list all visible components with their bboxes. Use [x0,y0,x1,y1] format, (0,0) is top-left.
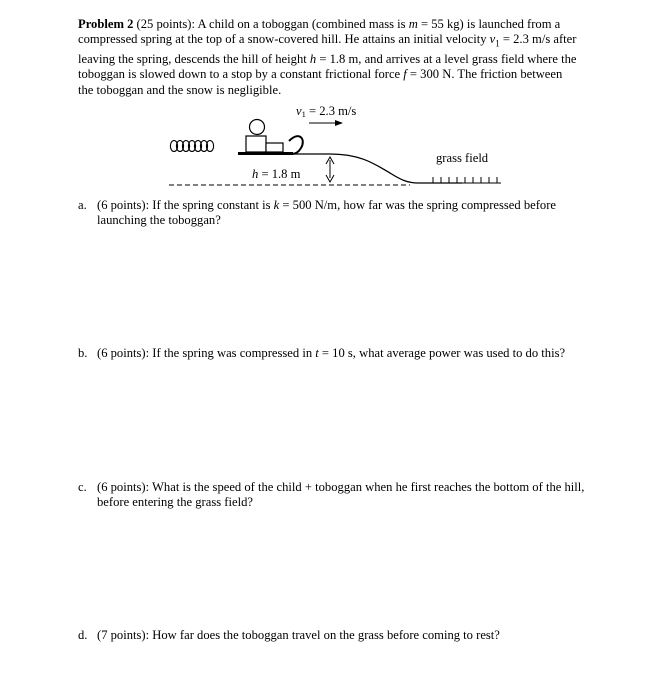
problem-heading: Problem 2 [78,17,134,31]
toboggan-diagram [0,0,657,200]
question-text: = 10 s, what average power was used to do this? [318,346,566,360]
velocity-subscript: 1 [495,38,500,49]
question-points: (6 points): [97,480,153,494]
question-points: (6 points): [97,198,153,212]
problem-text: = 2.3 m/s after leaving the spring, descends the hill of height [78,32,577,67]
mass-symbol: m [408,17,418,31]
grass-hatching [432,177,501,183]
time-symbol: t [315,346,319,360]
question-label: c. [78,480,87,494]
problem-points: (25 points): [136,17,195,31]
question-points: (7 points): [97,628,153,642]
problem-text: = 300 N. The friction between the toboggan and the snow is negligible. [78,67,563,97]
question-label: d. [78,628,88,642]
question-points: (6 points): [97,346,153,360]
problem-text: = 55 kg) is launched from a compressed spring at the top of a snow-covered hill. He attains an initial velocity [78,17,561,47]
question-text: = 500 N/m, how far was the spring compressed before launching the toboggan? [97,198,556,228]
grass-field-label: grass field [436,151,489,165]
problem-text: = 1.8 m, and arrives at a level grass field where the toboggan is slowed down to a stop by a constant frictional force [78,52,577,82]
velocity-arrow [309,120,343,126]
problem-text: A child on a toboggan (combined mass is [197,17,409,31]
height-arrow [326,157,334,182]
velocity-symbol: v [489,32,496,47]
height-symbol: h [309,52,317,67]
question-d [78,628,588,643]
spring-constant-symbol: k [273,198,280,212]
question-text: How far does the toboggan travel on the grass before coming to rest? [152,628,500,642]
question-text: What is the speed of the child + toboggan when he first reaches the bottom of the hill, before entering the grass field? [97,480,585,510]
child-figure [246,120,283,153]
question-c [78,480,588,511]
question-text: If the spring was compressed in [152,346,316,360]
spring-coil [170,141,213,152]
question-b [78,346,588,361]
question-text: If the spring constant is [152,198,274,212]
question-label: a. [78,198,87,212]
friction-symbol: f [403,67,407,82]
velocity-label: v1 = 2.3 m/s [296,104,357,119]
height-label: h = 1.8 m [252,167,301,181]
question-label: b. [78,346,88,360]
question-a [78,198,588,229]
